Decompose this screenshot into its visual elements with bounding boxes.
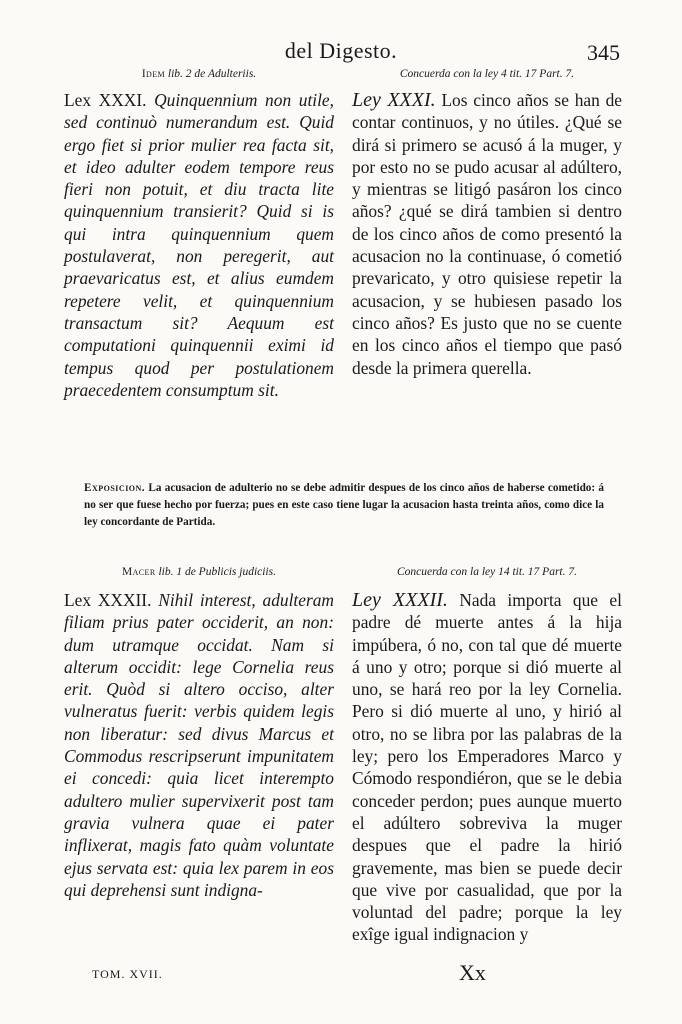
volume-label: TOM. XVII.: [92, 967, 163, 981]
law32-source-author: Macer: [122, 566, 156, 578]
law31-spanish-text: [352, 89, 622, 379]
law31-source: [64, 68, 334, 80]
law31-source-author: Idem: [141, 68, 166, 80]
law31-spanish-column: [352, 68, 622, 379]
law32-latin-column: [64, 566, 334, 901]
law32-latin-body: Nihil interest, adulteram filiam prius pater occiderit, an non: dum utramque occidat. Nam si alterum occidit: lege Cornelia reus erit. Quòd si altero occiso, alter vulneratus fuerit: verbis quidem legis non liberatur: sed divus Marcus et Commodus rescripserunt impunitatem ei concedi: quia licet interempto adultero mulier supervixerit post tam gravia vulnera quae ei pater inflixerat, magis fato quàm voluntate ejus servata est: quia lex parem in eos qui deprehensi sunt indigna-: [64, 590, 334, 900]
signature-mark: Xx: [459, 960, 486, 985]
law32-concordance: Concuerda con la ley 14 tit. 17 Part. 7.: [396, 566, 578, 578]
exposition-label: Exposicion.: [84, 482, 146, 494]
law32-source-work: lib. 1 de Publicis judiciis.: [158, 566, 276, 578]
law31-spanish-lead: Ley XXXI.: [352, 89, 436, 111]
law32-spanish-text: [352, 589, 622, 946]
exposition-text: La acusacion de adulterio no se debe admitir despues de los cinco años de haberse cometido: á no ser que fuese hecho por fuerza; pues en este caso tiene lugar la acusacion hasta treinta años, como dice la ley concordante de Partida.: [84, 482, 605, 528]
running-title: del Digesto.: [284, 38, 398, 63]
law31-latin-text: [64, 89, 334, 401]
law31-source-work: lib. 2 de Adulteriis.: [167, 68, 257, 80]
page-number: 345: [587, 40, 620, 65]
law31-concordance: Concuerda con la ley 4 tit. 17 Part. 7.: [399, 68, 575, 80]
law32-latin-lead: Lex XXXII.: [64, 590, 152, 610]
law32-spanish-body: Nada importa que el padre dé muerte antes á la hija impúbera, ó no, con tal que dé muerte á uno y otro; porque si dió muerte al uno, se hará reo por la ley Cornelia. Pero si dió muerte al uno, y hirió al otro, no se libra por las palabras de la ley; pero los Emperadores Marco y Cómodo respondiéron, que se le debia conceder perdon; pues aunque muerto el adúltero sobreviva la muger despues que el padre la hirió gravemente, mas bien se puede decir que vive por casualidad, que por la voluntad del padre; porque la ley exîge igual indignacion y: [352, 590, 622, 945]
law32-spanish-lead: Ley XXXII.: [352, 589, 448, 611]
law31-latin-lead: Lex XXXI.: [64, 90, 147, 110]
law32-source: [64, 566, 334, 578]
law32-spanish-column: [352, 566, 622, 946]
law32-latin-text: [64, 589, 334, 901]
law31-latin-body: Quinquennium non utile, sed continuò numerandum est. Quid ergo fiet si prior mulier rea facta sit, et ideo adulter eodem tempore reus fieri non potuit, et diu tracta lite quinquennium transierit? Quid si is qui intra quinquennium quem postulaverat, non peregerit, aut praevaricatus est, et alius eumdem repetere velit, et quinquennium transactum sit? Aequum est computationi quinquennii eximi id tempus quod per postulationem praecedentem consumptum sit.: [64, 90, 334, 400]
exposition: [84, 480, 604, 531]
law31-latin-column: [64, 68, 334, 401]
law31-spanish-body: Los cinco años se han de contar continuos, y no útiles. ¿Qué se dirá si primero se acusó á la muger, y por esto no se pudo acusar al adúltero, y mientras se litigó pasáron los cinco años? ¿qué se dirá tambien si dentro de los cinco años de como presentó la acusacion no la continuase, ó cometió prevaricato, y otro quisiese repetir la acusacion, y se hubiesen pasado los cinco años? Es justo que no se cuente en los cinco años el tiempo que pasó desde la primera querella.: [352, 90, 623, 378]
